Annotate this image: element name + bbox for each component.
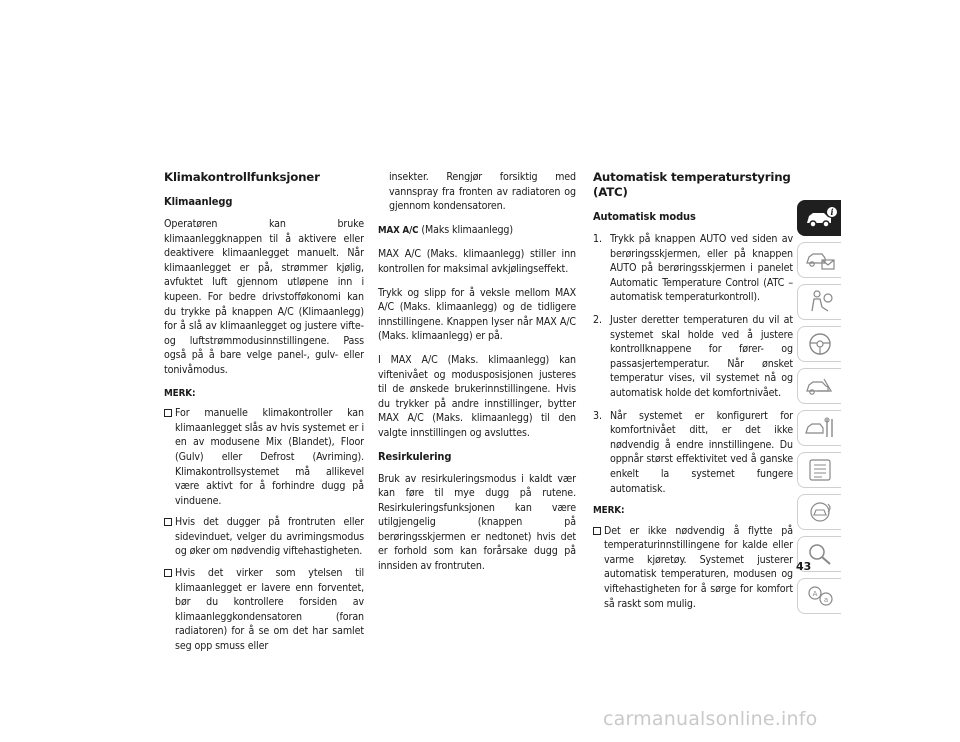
step-item: 1. Trykk på knappen AUTO ved siden av berøringsskjermen, eller på knappen AUTO på berøringsskjermen i panelet Automatic Temperature Control (ATC – automatisk temperaturkontroll). <box>593 233 793 304</box>
step-item: 3. Når systemet er konfigurert for komfortnivået ditt, er det ikke nødvendig å endre innstillingene. Du oppnår størst effektivitet ved å ganske enkelt la systemet fungere automatisk. <box>593 409 793 495</box>
tab-car-info[interactable] <box>797 200 841 236</box>
column-middle <box>378 170 576 583</box>
tab-car-hazard[interactable] <box>797 368 841 404</box>
tab-airbag-seat[interactable] <box>797 284 841 320</box>
tab-radio-car[interactable] <box>797 494 841 530</box>
note-label: MERK: <box>593 505 625 517</box>
airbag-seat-icon <box>804 289 838 315</box>
note-label: MERK: <box>164 387 196 399</box>
tab-language[interactable] <box>797 578 841 614</box>
column-left <box>164 170 364 661</box>
maxac-keyword: MAX A/C <box>378 224 419 236</box>
paragraph: Bruk av resirkuleringsmodus i kaldt vær kan føre til mye dugg på rutene. Resirkuleringsfunksjonen kan være utilgjengelig (knappen på berøringsskjermen er nedtonet) hvis det er forhold som kan forårsake dugg på innsiden av frontruten. <box>378 472 576 573</box>
subsection-heading: Automatisk modus <box>593 210 696 223</box>
page-number: 43 <box>796 560 812 573</box>
paragraph-continuation: insekter. Rengjør forsiktig med vannspray fra fronten av radiatoren og gjennom kondensatoren. <box>389 171 576 213</box>
language-icon <box>804 583 838 609</box>
car-info-icon <box>804 205 838 231</box>
maxac-title <box>378 223 576 239</box>
radio-car-icon <box>804 499 838 525</box>
step-item: 2. Juster deretter temperaturen du vil at systemet skal holde ved å justere kontrollknappene for fører- og passasjertemperatur. Når ønsket temperatur vises, vil systemet nå og automatisk holde det komfortnivået. <box>593 313 793 399</box>
section-heading: Automatisk temperaturstyring (ATC) <box>593 170 791 199</box>
note-item: For manuelle klimakontroller kan klimaanlegget slås av hvis systemet er i en av modusene Mix (Blandet), Floor (Gulv) eller Defrost (Avriming). Klimakontrollsystemet må allikevel være aktivt for å forhindre dugg på vinduene. <box>164 406 364 508</box>
column-right <box>593 170 793 618</box>
maxac-label: (Maks klimaanlegg) <box>418 223 513 236</box>
note-item: Det er ikke nødvendig å flytte på temperaturinnstillingene for kalde eller varme kjøretøy. Systemet justerer automatisk temperaturen, modusen og viftehastigheten for å sørge for komfort så raskt som mulig. <box>593 524 793 612</box>
section-heading: Klimakontrollfunksjoner <box>164 170 320 184</box>
subsection-heading: Resirkulering <box>378 449 452 463</box>
svg-text:a: a <box>823 596 829 604</box>
subsection-heading: Klimaanlegg <box>164 195 233 208</box>
tab-checklist[interactable] <box>797 452 841 488</box>
paragraph: Operatøren kan bruke klimaanleggknappen til å aktivere eller deaktivere klimaanlegget manuelt. Når klimaanlegget er på, strømmer kjølig, avfuktet luft gjennom utløpene inn i kupeen. For bedre drivstofføkonomi kan du trykke på knappen A/C (Klimaanlegg) for å slå av klimaanlegget og justere vifte- og luftstrømmodusinnstillingene. Pass også på å bare velge panel-, gulv- eller tonivåmodus. <box>164 218 364 376</box>
tab-car-mail[interactable] <box>797 242 841 278</box>
note-item: Hvis det dugger på frontruten eller sidevinduet, velger du avrimingsmodus og øker om nødvendig viftehastigheten. <box>164 515 364 559</box>
tab-steering-wheel[interactable] <box>797 326 841 362</box>
checklist-icon <box>804 457 838 483</box>
note-item: Hvis det virker som ytelsen til klimaanlegget er lavere enn forventet, bør du kontrollere forsiden av klimaanleggkondensatoren (foran radiatoren) for å se om det har samlet seg opp smuss eller <box>164 566 364 654</box>
note-list <box>593 524 793 612</box>
note-list <box>164 406 364 654</box>
chapter-tabs <box>797 200 841 620</box>
svg-text:A: A <box>812 590 818 598</box>
paragraph: I MAX A/C (Maks. klimaanlegg) kan viftenivået og modusposisjonen justeres til de ønskede brukerinnstillingene. Hvis du trykker på andre innstillinger, bytter MAX A/C (Maks. klimaanlegg) til den valgte innstillingen og avsluttes. <box>378 353 576 439</box>
steering-wheel-icon <box>804 331 838 357</box>
paragraph: MAX A/C (Maks. klimaanlegg) stiller inn kontrollen for maksimal avkjølingseffekt. <box>378 248 576 275</box>
car-tools-icon <box>804 415 838 441</box>
steps-list <box>593 232 793 496</box>
svg-text:i: i <box>830 207 834 217</box>
tab-car-tools[interactable] <box>797 410 841 446</box>
car-mail-icon <box>804 247 838 273</box>
car-hazard-icon <box>804 373 838 399</box>
watermark: carmanualsonline.info <box>603 708 818 730</box>
paragraph: Trykk og slipp for å veksle mellom MAX A/C (Maks. klimaanlegg) og de tidligere innstillingene. Knappen lyser når MAX A/C (Maks. klimaanlegg) er på. <box>378 286 576 343</box>
